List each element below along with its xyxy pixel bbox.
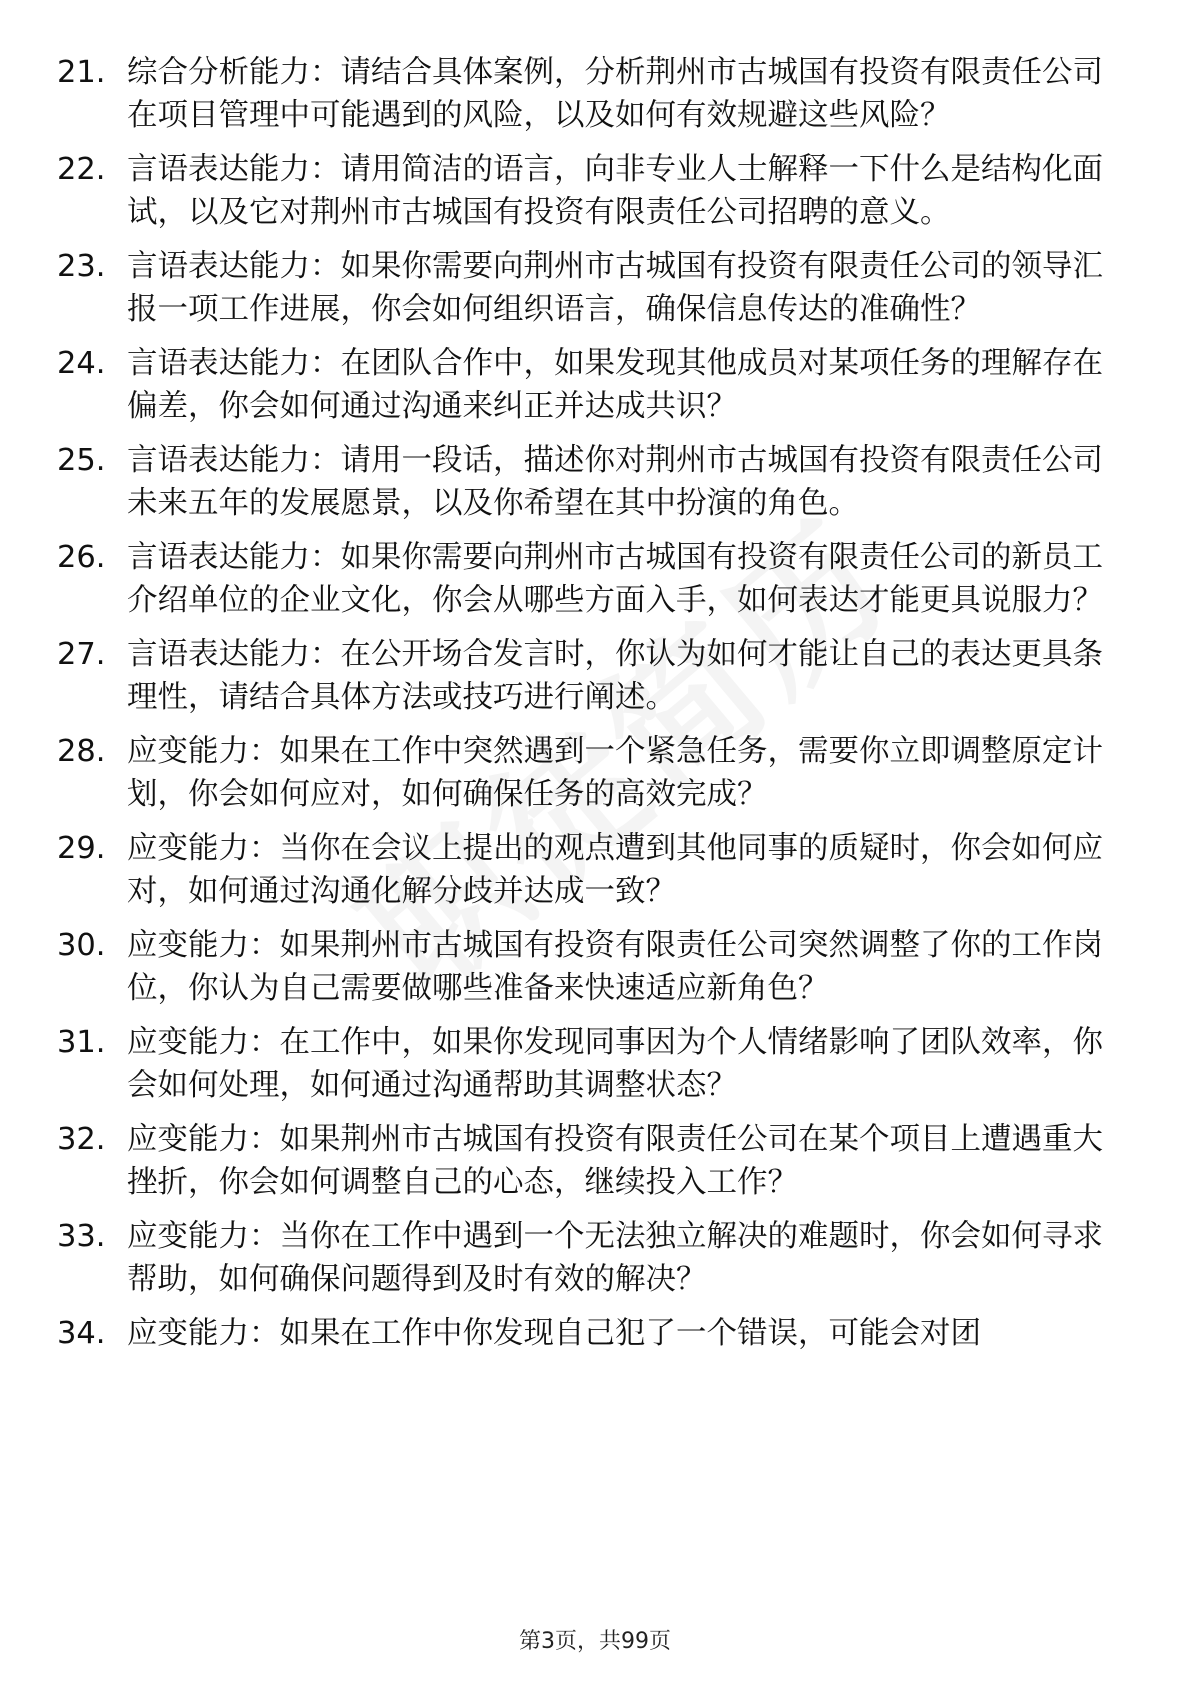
- question-number: 21.: [57, 55, 106, 90]
- question-item: [57, 1216, 1117, 1301]
- question-text: 言语表达能力：在团队合作中，如果发现其他成员对某项任务的理解存在偏差，你会如何通过沟通来纠正并达成共识？: [127, 346, 1103, 424]
- question-number: 29.: [57, 831, 106, 866]
- question-text: 应变能力：如果在工作中你发现自己犯了一个错误，可能会对团: [127, 1316, 981, 1351]
- question-text: 应变能力：在工作中，如果你发现同事因为个人情绪影响了团队效率，你会如何处理，如何通过沟通帮助其调整状态？: [127, 1025, 1103, 1103]
- question-text: 应变能力：如果在工作中突然遇到一个紧急任务，需要你立即调整原定计划，你会如何应对，如何确保任务的高效完成？: [127, 734, 1103, 812]
- question-item: [57, 1313, 1117, 1356]
- question-text: 言语表达能力：请用简洁的语言，向非专业人士解释一下什么是结构化面试，以及它对荆州市古城国有投资有限责任公司招聘的意义。: [127, 152, 1103, 230]
- question-number: 26.: [57, 540, 106, 575]
- question-text: 应变能力：当你在工作中遇到一个无法独立解决的难题时，你会如何寻求帮助，如何确保问题得到及时有效的解决？: [127, 1219, 1103, 1297]
- question-item: [57, 343, 1117, 428]
- question-number: 22.: [57, 152, 106, 187]
- question-item: [57, 537, 1117, 622]
- question-text: 应变能力：如果荆州市古城国有投资有限责任公司突然调整了你的工作岗位，你认为自己需要做哪些准备来快速适应新角色？: [127, 928, 1103, 1006]
- question-item: [57, 925, 1117, 1010]
- question-text: 言语表达能力：如果你需要向荆州市古城国有投资有限责任公司的新员工介绍单位的企业文化，你会从哪些方面入手，如何表达才能更具说服力？: [127, 540, 1103, 618]
- question-text: 言语表达能力：如果你需要向荆州市古城国有投资有限责任公司的领导汇报一项工作进展，你会如何组织语言，确保信息传达的准确性？: [127, 249, 1103, 327]
- question-number: 31.: [57, 1025, 106, 1060]
- question-item: [57, 634, 1117, 719]
- question-item: [57, 246, 1117, 331]
- question-item: [57, 440, 1117, 525]
- question-number: 23.: [57, 249, 106, 284]
- question-number: 25.: [57, 443, 106, 478]
- question-item: [57, 149, 1117, 234]
- question-number: 27.: [57, 637, 106, 672]
- question-number: 32.: [57, 1122, 106, 1157]
- question-text: 言语表达能力：请用一段话，描述你对荆州市古城国有投资有限责任公司未来五年的发展愿景，以及你希望在其中扮演的角色。: [127, 443, 1103, 521]
- question-text: 应变能力：如果荆州市古城国有投资有限责任公司在某个项目上遭遇重大挫折，你会如何调整自己的心态，继续投入工作？: [127, 1122, 1103, 1200]
- question-list: [57, 52, 1117, 1368]
- question-text: 应变能力：当你在会议上提出的观点遭到其他同事的质疑时，你会如何应对，如何通过沟通化解分歧并达成一致？: [127, 831, 1103, 909]
- question-number: 34.: [57, 1316, 106, 1351]
- question-number: 30.: [57, 928, 106, 963]
- question-item: [57, 1119, 1117, 1204]
- question-text: 综合分析能力：请结合具体案例，分析荆州市古城国有投资有限责任公司在项目管理中可能遇到的风险，以及如何有效规避这些风险？: [127, 55, 1103, 133]
- question-number: 33.: [57, 1219, 106, 1254]
- question-item: [57, 1022, 1117, 1107]
- question-number: 28.: [57, 734, 106, 769]
- question-item: [57, 828, 1117, 913]
- question-item: [57, 731, 1117, 816]
- question-number: 24.: [57, 346, 106, 381]
- question-item: [57, 52, 1117, 137]
- page-footer: 第3页，共99页: [519, 1629, 671, 1654]
- question-text: 言语表达能力：在公开场合发言时，你认为如何才能让自己的表达更具条理性，请结合具体方法或技巧进行阐述。: [127, 637, 1103, 715]
